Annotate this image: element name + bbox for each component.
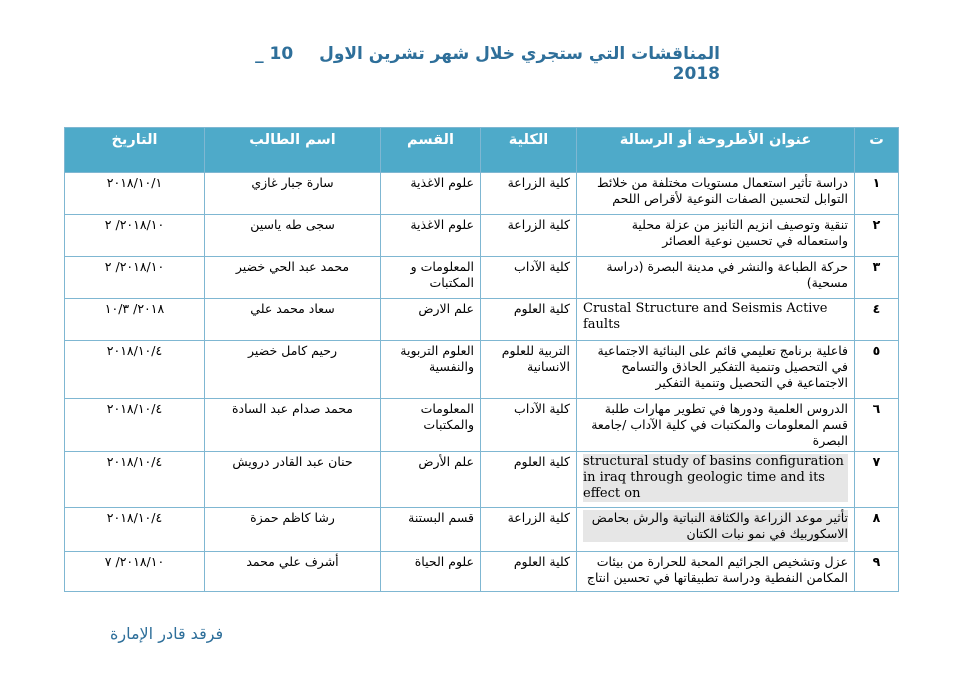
header-date: التاريخ [65, 128, 205, 173]
row-num: ٧ [855, 452, 899, 508]
row-num: ١ [855, 173, 899, 215]
row-dept: علوم الاغذية [381, 215, 481, 257]
row-num: ٢ [855, 215, 899, 257]
row-student: حنان عبد القادر درويش [205, 452, 381, 508]
row-thesis: تنقية وتوصيف انزيم التانيز من عزلة محلية واستعماله في تحسين نوعية العصائر [577, 215, 855, 257]
title-text: المناقشات التي ستجري خلال شهر تشرين الاول [319, 44, 720, 64]
row-thesis: دراسة تأثير استعمال مستويات مختلفة من خلائط التوابل لتحسين الصفات النوعية لأقراص اللحم [577, 173, 855, 215]
row-num: ٩ [855, 552, 899, 592]
title-separator: _ [255, 44, 264, 64]
row-college: كلية العلوم [481, 552, 577, 592]
row-student: سارة جبار غازي [205, 173, 381, 215]
table-row [65, 452, 899, 508]
title-year: 2018 [672, 64, 720, 84]
table-row [65, 299, 899, 341]
row-thesis: عزل وتشخيص الجرائيم المحبة للحرارة من بيئات المكامن النفطية ودراسة تطبيقاتها في تحسين انتاج [577, 552, 855, 592]
row-thesis [577, 452, 855, 508]
row-student: رحيم كامل خضير [205, 341, 381, 399]
row-num: ٦ [855, 399, 899, 452]
row-num: ٤ [855, 299, 899, 341]
row-date: ٢٠١٨/١٠/ ٢ [65, 257, 205, 299]
row-dept: المعلومات والمكتبات [381, 399, 481, 452]
row-date: ٢٠١٨/١٠/ ٢ [65, 215, 205, 257]
row-college: كلية الآداب [481, 257, 577, 299]
row-thesis [577, 508, 855, 552]
table-row [65, 508, 899, 552]
header-student: اسم الطالب [205, 128, 381, 173]
table-row [65, 341, 899, 399]
table-row [65, 552, 899, 592]
row-student: أشرف علي محمد [205, 552, 381, 592]
header-college: الكلية [481, 128, 577, 173]
row-date: ٢٠١٨/١٠/٤ [65, 452, 205, 508]
row-student: محمد عبد الحي خضير [205, 257, 381, 299]
signature: فرقد قادر الإمارة [110, 624, 224, 643]
row-college: كلية الزراعة [481, 173, 577, 215]
table-row [65, 257, 899, 299]
row-thesis: Crustal Structure and Seismis Active faults [577, 299, 855, 341]
row-date: ٢٠١٨/١٠/ ٧ [65, 552, 205, 592]
row-num: ٥ [855, 341, 899, 399]
row-dept: قسم البستنة [381, 508, 481, 552]
table-row [65, 173, 899, 215]
row-student: رشا كاظم حمزة [205, 508, 381, 552]
row-college: كلية الزراعة [481, 215, 577, 257]
row-date: ٢٠١٨/١٠/٤ [65, 508, 205, 552]
row-dept: المعلومات و المكتبات [381, 257, 481, 299]
row-thesis-text: structural study of basins configuration in iraq through geologic time and its effect on [583, 454, 848, 502]
row-dept: علوم الاغذية [381, 173, 481, 215]
table-row [65, 399, 899, 452]
row-thesis: فاعلية برنامج تعليمي قائم على البنائية الاجتماعية في التحصيل وتنمية التفكير الحاذق والتسامح الاجتماعية في التحصيل وتنمية التفكير [577, 341, 855, 399]
row-college: التربية للعلوم الانسانية [481, 341, 577, 399]
row-date: ٢٠١٨/١٠/٤ [65, 399, 205, 452]
row-thesis: حركة الطباعة والنشر في مدينة البصرة (دراسة مسحية) [577, 257, 855, 299]
row-thesis: الدروس العلمية ودورها في تطوير مهارات طلبة قسم المعلومات والمكتبات في كلية الآداب /جامعة البصرة [577, 399, 855, 452]
row-college: كلية العلوم [481, 452, 577, 508]
row-thesis-text: تأثير موعد الزراعة والكثافة النباتية والرش بحامض الاسكوربيك في نمو نبات الكتان [583, 510, 848, 542]
page-title [240, 44, 720, 84]
row-college: كلية الآداب [481, 399, 577, 452]
row-college: كلية العلوم [481, 299, 577, 341]
row-date: ٢٠١٨/ ١٠/٣ [65, 299, 205, 341]
row-num: ٣ [855, 257, 899, 299]
header-dept: القسم [381, 128, 481, 173]
row-dept: علم الارض [381, 299, 481, 341]
header-num: ت [855, 128, 899, 173]
row-dept: علوم الحياة [381, 552, 481, 592]
row-student: سعاد محمد علي [205, 299, 381, 341]
row-date: ٢٠١٨/١٠/١ [65, 173, 205, 215]
row-dept: العلوم التربوية والنفسية [381, 341, 481, 399]
discussions-table [64, 127, 899, 592]
row-num: ٨ [855, 508, 899, 552]
table-row [65, 215, 899, 257]
row-college: كلية الزراعة [481, 508, 577, 552]
row-student: محمد صدام عبد السادة [205, 399, 381, 452]
header-thesis: عنوان الأطروحة أو الرسالة [577, 128, 855, 173]
row-student: سجى طه ياسين [205, 215, 381, 257]
title-month: 10 [269, 44, 294, 64]
row-date: ٢٠١٨/١٠/٤ [65, 341, 205, 399]
row-dept: علم الأرض [381, 452, 481, 508]
table-header-row [65, 128, 899, 173]
